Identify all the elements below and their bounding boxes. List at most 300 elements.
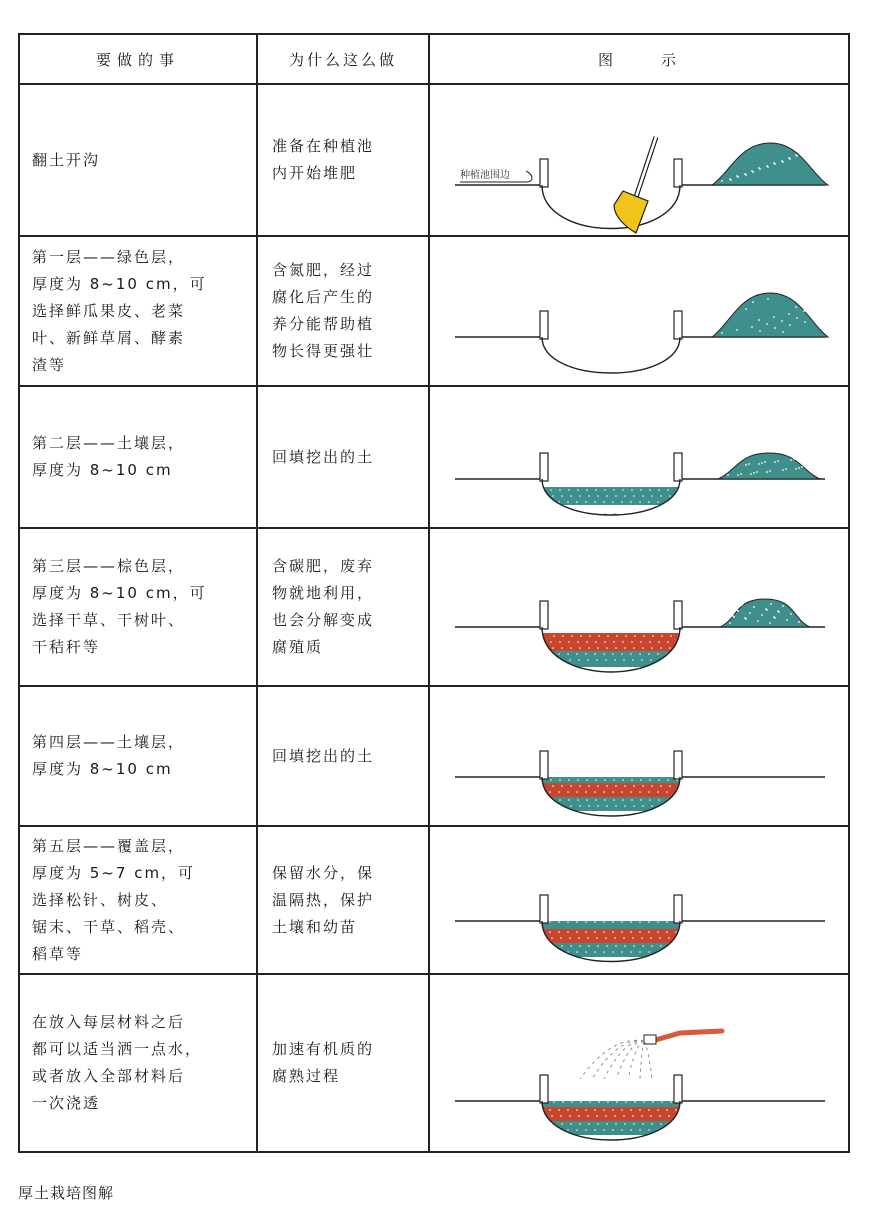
header-reason: 为什么这么做 [288,50,397,69]
soil-speck [624,1123,626,1125]
soil-speck [745,464,747,466]
straw-mark [624,1075,628,1093]
soil-speck [667,489,669,491]
soil-speck [549,931,551,933]
soil-speck [616,635,618,637]
soil-speck [774,163,776,165]
soil-speck [549,951,551,953]
water-spray [616,1041,644,1079]
soil-speck [578,937,580,939]
soil-speck [598,1101,600,1103]
soil-speck [639,931,641,933]
soil-speck [650,1095,652,1097]
soil-speck [614,1115,616,1117]
leaf-mark [690,374,700,378]
soil-speck [649,779,651,781]
soil-speck [686,1115,688,1117]
soil-speck [631,779,633,781]
leaf-mark [660,374,670,378]
soil-speck [560,767,562,769]
leaf-mark [640,374,650,378]
soil-speck [603,653,605,655]
soil-speck [649,641,651,643]
soil-speck [769,470,771,472]
straw-mark [558,887,562,913]
soil-speck [570,945,572,947]
leaf-mark [690,1141,700,1145]
soil-speck [559,799,561,801]
soil-speck [604,489,606,491]
border-post [540,751,548,779]
soil-speck [767,166,769,168]
soil-speck [595,641,597,643]
soil-layer [430,1121,850,1135]
reason-cell: 含碳肥，废弃 物就地利用， 也会分解变成 腐殖质 [272,557,375,656]
straw-mark [552,1075,556,1093]
leaf-mark [580,816,590,820]
leaf-mark [630,816,640,820]
soil-speck [752,301,754,303]
soil-speck [648,1129,650,1131]
leaf-mark [640,963,650,967]
soil-speck [688,635,690,637]
soil-speck [576,1129,578,1131]
soil-speck [722,147,724,149]
soil-speck [744,297,746,299]
straw-mark [648,887,652,913]
straw-mark [582,1075,586,1093]
soil-speck [651,915,653,917]
border-post [540,159,548,187]
soil-speck [678,945,680,947]
soil-speck [633,647,635,649]
border-post [674,159,682,187]
soil-speck [558,1129,560,1131]
water-spray [580,1040,644,1079]
soil-speck [596,1115,598,1117]
soil-speck [585,1109,587,1111]
soil-speck [769,622,771,624]
figure-dig-trench [430,85,850,235]
soil-speck [625,635,627,637]
soil-speck [588,805,590,807]
soil-speck [688,773,690,775]
soil-speck [625,1101,627,1103]
soil-speck [668,767,670,769]
soil-speck [633,495,635,497]
soil-speck [666,1109,668,1111]
soil-speck [634,1101,636,1103]
soil-speck [559,641,561,643]
soil-speck [578,1095,580,1097]
soil-speck [684,931,686,933]
soil-speck [558,653,560,655]
leaf-mark [650,674,660,678]
soil-speck [642,495,644,497]
soil-speck [668,659,670,661]
border-post [674,751,682,779]
soil-speck [606,915,608,917]
reason-cell: 含氮肥，经过 腐化后产生的 养分能帮助植 物长得更强壮 [272,261,375,360]
soil-speck [774,461,776,463]
soil-speck [789,158,791,160]
soil-speck [765,608,767,610]
soil-speck [687,495,689,497]
soil-speck [624,945,626,947]
soil-speck [632,1095,634,1097]
soil-speck [588,1123,590,1125]
figure-soil-layer [430,387,850,527]
soil-speck [648,1109,650,1111]
soil-speck [585,951,587,953]
soil-speck [633,805,635,807]
soil-speck [639,1129,641,1131]
task-cell: 翻土开沟 [32,150,101,169]
soil-speck [578,659,580,661]
leaf-mark [660,1141,670,1145]
soil-speck [587,767,589,769]
task-cell: 第五层——覆盖层， 厚度为 5~7 cm，可 选择松针、树皮、 锯末、干草、稻壳、 稻草等 [32,836,196,963]
soil-speck [740,603,742,605]
soil-speck [576,791,578,793]
soil-speck [678,647,680,649]
task-cell: 第二层——土壤层， 厚度为 8~10 cm [32,434,186,479]
soil-speck [648,921,650,923]
soil-speck [684,1109,686,1111]
border-post [540,895,548,923]
soil-speck [569,1115,571,1117]
soil-speck [597,915,599,917]
soil-speck [570,1123,572,1125]
soil-speck [597,805,599,807]
soil-speck [630,653,632,655]
leaf-mark [690,674,700,678]
straw-mark [564,887,568,913]
trench-outline [542,185,680,229]
leaf-mark [540,674,550,678]
soil-speck [615,1123,617,1125]
soil-speck [657,501,659,503]
soil-speck [621,951,623,953]
straw-mark [660,887,664,913]
leaf-mark [630,1141,640,1145]
soil-speck [658,489,660,491]
soil-speck [624,915,626,917]
straw-mark [636,1075,640,1093]
soil-speck [587,937,589,939]
soil-speck [648,931,650,933]
soil-speck [669,915,671,917]
soil-speck [651,647,653,649]
soil-speck [640,641,642,643]
header-task: 要做的事 [95,50,180,69]
leaf-mark [650,963,660,967]
task-cell: 第一层——绿色层， 厚度为 8~10 cm，可 选择鲜瓜果皮、老菜 叶、新鲜草屑、酵素 渣等 [32,247,207,374]
soil-speck [586,489,588,491]
soil-speck [676,799,678,801]
straw-mark [588,1075,592,1093]
soil-speck [721,332,723,334]
soil-speck [678,495,680,497]
soil-speck [596,937,598,939]
soil-speck [549,501,551,503]
leaf-mark [590,374,600,378]
soil-speck [585,1129,587,1131]
soil-speck [604,779,606,781]
soil-speck [579,805,581,807]
soil-speck [806,457,808,459]
soil-speck [585,921,587,923]
soil-speck [811,150,813,152]
soil-speck [621,501,623,503]
leaf-mark [620,816,630,820]
soil-speck [790,613,792,615]
soil-speck [580,773,582,775]
leaf-mark [620,963,630,967]
soil-speck [552,915,554,917]
soil-speck [622,799,624,801]
soil-speck [605,1095,607,1097]
soil-speck [567,1129,569,1131]
soil-speck [596,767,598,769]
soil-speck [660,495,662,497]
soil-speck [640,799,642,801]
soil-speck [639,1109,641,1111]
soil-speck [560,1115,562,1117]
soil-speck [631,799,633,801]
soil-speck [577,489,579,491]
water-spray [644,1041,652,1079]
soil-speck [585,791,587,793]
soil-speck [577,799,579,801]
soil-speck [785,468,787,470]
soil-speck [588,915,590,917]
soil-speck [642,945,644,947]
leaf-mark [560,674,570,678]
soil-speck [737,474,739,476]
soil-speck [641,1095,643,1097]
soil-speck [675,951,677,953]
green-layer [430,505,850,527]
soil-speck [759,168,761,170]
soil-speck [604,641,606,643]
soil-speck [612,951,614,953]
soil-speck [767,298,769,300]
soil-speck [786,619,788,621]
soil-speck [788,313,790,315]
figure-second-soil-layer [430,687,850,825]
soil-speck [570,495,572,497]
soil-speck [614,767,616,769]
soil-speck [558,921,560,923]
figure-watering [430,975,850,1151]
soil-speck [758,319,760,321]
soil-speck [745,174,747,176]
soil-speck [641,659,643,661]
soil-speck [686,767,688,769]
soil-speck [613,641,615,643]
soil-speck [661,773,663,775]
soil-speck [613,489,615,491]
soil-speck [576,921,578,923]
soil-speck [570,805,572,807]
soil-speck [630,1129,632,1131]
soil-speck [798,467,800,469]
border-post [540,601,548,629]
soil-speck [623,1095,625,1097]
soil-speck [666,931,668,933]
soil-speck [641,767,643,769]
soil-speck [642,1123,644,1125]
soil-speck [558,931,560,933]
leaf-mark [570,1141,580,1145]
reason-cell: 准备在种植池 内开始堆肥 [272,137,375,182]
soil-speck [598,773,600,775]
soil-speck [757,620,759,622]
leaf-mark [550,963,560,967]
soil-speck [594,931,596,933]
leaf-mark [680,674,690,678]
soil-speck [561,915,563,917]
soil-speck [657,653,659,655]
soil-speck [666,1129,668,1131]
soil-speck [551,767,553,769]
soil-speck [549,1109,551,1111]
soil-speck [659,1115,661,1117]
soil-speck [606,495,608,497]
soil-speck [669,647,671,649]
straw-mark [612,1075,616,1093]
soil-speck [597,785,599,787]
soil-speck [633,945,635,947]
leaf-mark [550,816,560,820]
soil-speck [632,937,634,939]
soil-speck [675,931,677,933]
soil-speck [759,330,761,332]
soil-speck [570,647,572,649]
leaf-mark [670,374,680,378]
soil-speck [729,300,731,302]
soil-speck [562,1101,564,1103]
soil-speck [552,785,554,787]
soil-speck [686,937,688,939]
soil-speck [732,465,734,467]
soil-speck [553,635,555,637]
soil-speck [798,621,800,623]
leaf-mark [570,963,580,967]
soil-speck [607,1101,609,1103]
soil-speck [748,463,750,465]
soil-speck [598,635,600,637]
soil-speck [770,603,772,605]
straw-mark [684,1075,688,1093]
soil-speck [737,304,739,306]
soil-speck [669,785,671,787]
soil-speck [589,1101,591,1103]
soil-speck [774,327,776,329]
soil-speck [588,945,590,947]
soil-speck [552,805,554,807]
leaf-mark [660,963,670,967]
straw-mark [594,887,598,913]
reason-cell: 回填挖出的土 [272,447,375,466]
soil-speck [752,171,754,173]
leaf-mark [660,674,670,678]
soil-speck [796,155,798,157]
soil-speck [615,805,617,807]
soil-speck [612,1109,614,1111]
soil-layer-top [430,765,850,783]
soil-speck [633,915,635,917]
figure-brown-layer [430,529,850,685]
soil-speck [588,647,590,649]
leaf-mark [630,674,640,678]
leaf-mark [690,514,700,518]
soil-speck [595,779,597,781]
soil-speck [669,495,671,497]
leaf-mark [690,963,700,967]
soil-speck [561,495,563,497]
soil-speck [684,951,686,953]
soil-speck [658,799,660,801]
soil-speck [669,805,671,807]
soil-speck [803,310,805,312]
soil-speck [686,659,688,661]
leaf-mark [680,1141,690,1145]
leaf-mark [570,514,580,518]
soil-speck [589,635,591,637]
hose [652,1031,722,1041]
soil-speck [621,1109,623,1111]
soil-speck [606,647,608,649]
soil-speck [651,1123,653,1125]
soil-speck [576,1109,578,1111]
soil-speck [751,326,753,328]
leaf-mark [570,374,580,378]
leaf-mark [660,514,670,518]
soil-speck [612,921,614,923]
hose-nozzle [644,1035,656,1044]
leaf-mark [610,963,620,967]
straw-mark [576,887,580,913]
soil-speck [722,307,724,309]
soil-speck [660,945,662,947]
soil-speck [630,791,632,793]
leaf-mark [560,816,570,820]
soil-speck [579,495,581,497]
soil-speck [558,1109,560,1111]
leaf-mark [580,674,590,678]
straw-mark [624,887,628,913]
straw-mark [636,887,640,913]
soil-speck [577,641,579,643]
soil-speck [612,653,614,655]
border-post [674,601,682,629]
soil-speck [668,1115,670,1117]
leaf-mark [580,514,590,518]
soil-speck [576,931,578,933]
soil-speck [603,1109,605,1111]
soil-speck [675,501,677,503]
soil-speck [630,1109,632,1111]
leaf-mark [640,514,650,518]
soil-speck [615,785,617,787]
soil-speck [603,791,605,793]
soil-speck [643,773,645,775]
leaf-mark [630,963,640,967]
soil-speck [685,779,687,781]
soil-speck [667,779,669,781]
